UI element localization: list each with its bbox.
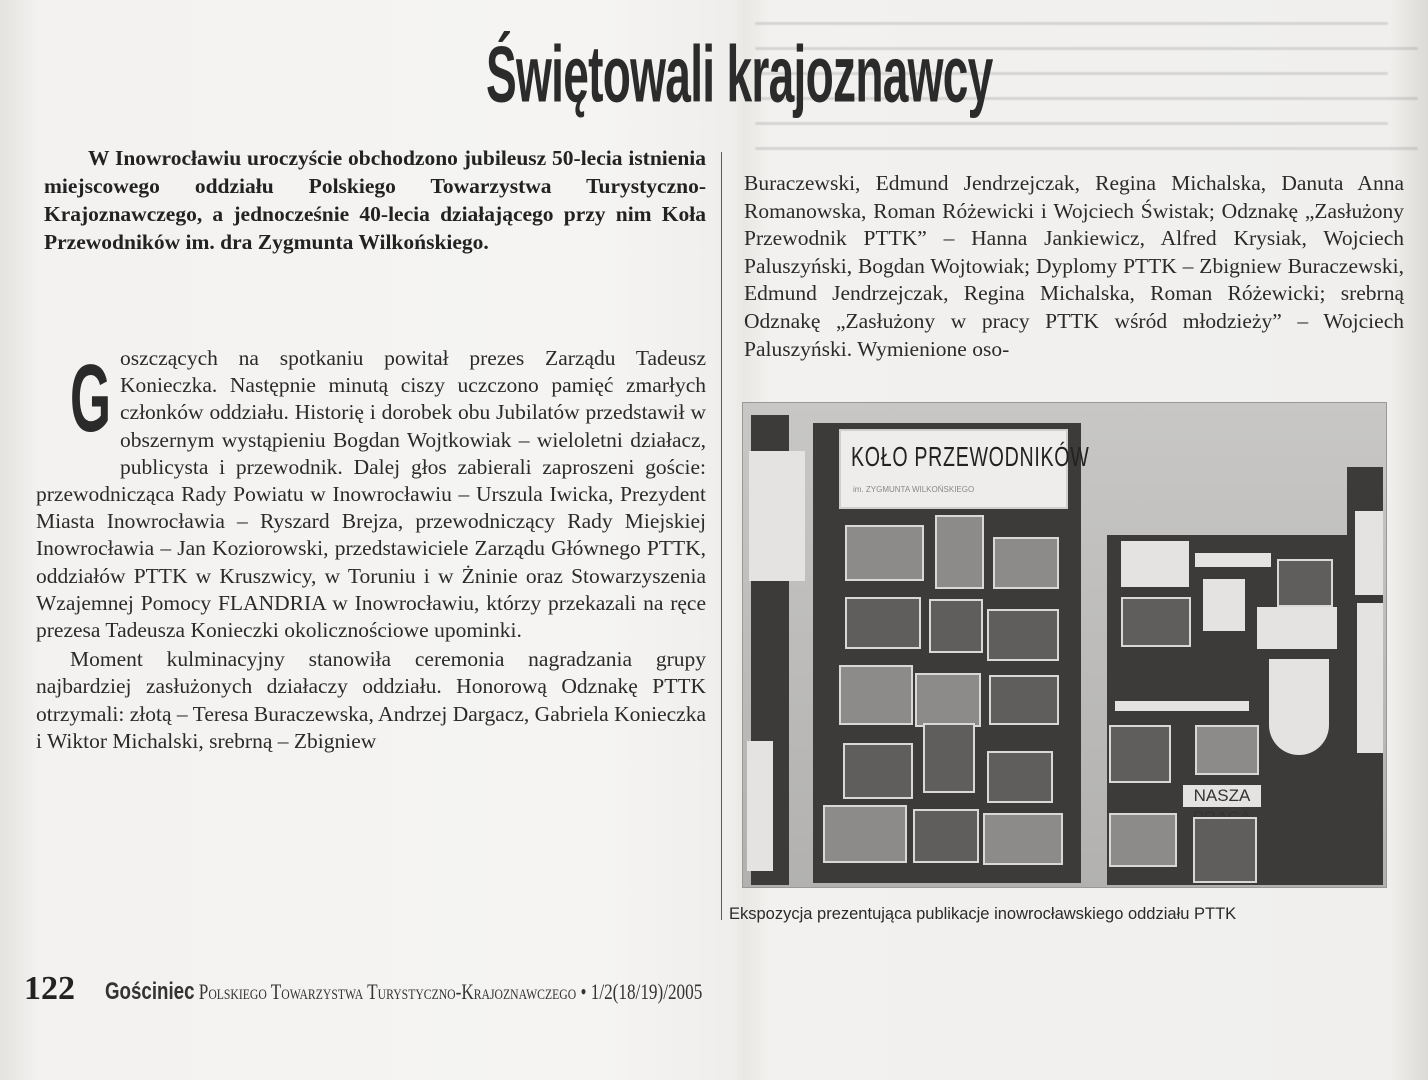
photo-print [845,525,924,581]
photo-pennant [1269,659,1329,755]
photo-sign-main: KOŁO PRZEWODNIKÓW im. ZYGMUNTA WILKOŃSKIEGO [839,429,1068,509]
exhibition-photo [742,402,1387,888]
photo-print [1109,813,1177,867]
photo-print [989,675,1059,725]
photo-sign-work: NASZA [1183,785,1261,807]
photo-label [1195,553,1271,567]
photo-print [913,809,979,863]
photo-certificate [1121,541,1189,587]
photo-print [823,805,907,863]
photo-print [915,673,981,727]
page-footer [24,970,871,1014]
body-paragraph-2-continued: Buraczewski, Edmund Jendrzejczak, Regina Michalska, Danuta Anna Romanowska, Roman Różewicki i Wojciech Świstak; Odznakę „Zasłużony Przewodnik PTTK” – Hanna Jankiewicz, Alfred Krysiak, Wojciech Paluszyński, Bogdan Wojtowiak; Dyplomy PTTK – Zbigniew Buraczewski, Edmund Jendrzejczak, Regina Michalska, Roman Różewicki; srebrną Odznakę „Zasłużony w pracy PTTK wśród młodzieży” – Wojciech Paluszyński. Wymienione oso- [744,171,1404,361]
photo-print [983,813,1063,865]
photo-certificate [1257,607,1337,649]
column-divider [721,152,722,920]
article-lead: W Inowrocławiu uroczyście obchodzono jubileusz 50-lecia istnienia miejscowego oddziału Polskiego Towarzystwa Turystyczno-Krajoznawczego, a jednocześnie 40-lecia działającego przy nim Koła Przewodników im. dra Zygmunta Wilkońskiego. [44,146,706,254]
photo-print [923,723,975,793]
magazine-title [105,978,702,1006]
photo-print [987,751,1053,803]
photo-print [987,609,1059,661]
photo-print [1109,725,1171,783]
photo-poster [747,741,773,871]
right-column [744,170,1404,363]
photo-print [929,599,983,653]
photo-print [1195,725,1259,775]
footer-separator: • [580,979,587,1004]
magazine-brand: Gościniec [105,978,195,1005]
photo-print [839,665,913,725]
photo-portrait [1355,511,1383,595]
photo-poster [1357,603,1383,753]
drop-cap: G [70,345,112,452]
photo-print [993,537,1059,589]
photo-certificate [1203,579,1245,631]
photo-print [1277,559,1333,607]
photo-print [1193,817,1257,883]
body-paragraph-1: oszczących na spotkaniu powitał prezes Zarządu Tadeusz Konieczka. Następnie minutą ciszy uczczono pamięć zmarłych członków oddziału. Historię i dorobek obu Jubilatów przedstawił w obszernym wystąpieniu Bogdan Wojtkowiak – wieloletni działacz, publicysta i przewodnik. Dalej głos zabierali zaproszeni goście: przewodnicząca Rady Powiatu w Inowrocławiu – Urszula Iwicka, Prezydent Miasta Inowrocławia – Ryszard Brejza, przewodniczący Rady Miejskiej Inowrocławia – Jan Koziorowski, przedstawiciele Zarządu Głównego PTTK, oddziałów PTTK w Kruszwicy, w Toruniu i w Żninie oraz Stowarzyszenia Wzajemnej Pomocy FLANDRIA w Inowrocławiu, którzy przekazali na ręce prezesa Tadeusza Konieczki okolicznościowe upominki. [36,346,706,643]
magazine-name: Polskiego Towarzystwa Turystyczno-Krajoznawczego [198,979,577,1004]
photo-poster [749,451,805,581]
photo-print [845,597,921,649]
article-title: Świętowali krajoznawcy [486,29,993,119]
page-number: 122 [24,970,75,1007]
photo-print [1121,597,1191,647]
photo-print [843,743,913,799]
photo-label [1115,701,1249,711]
body-paragraph-2: Moment kulminacyjny stanowiła ceremonia nagradzania grupy najbardziej zasłużonych działaczy oddziału. Honorową Odznakę PTTK otrzymali: złotą – Teresa Buraczewska, Andrzej Dargacz, Gabriela Konieczka i Wiktor Michalski, srebrną – Zbigniew [36,647,706,753]
left-column [36,345,706,755]
photo-caption: Ekspozycja prezentująca publikacje inowrocławskiego oddziału PTTK [729,905,1237,923]
issue-number: 1/2(18/19)/2005 [590,979,703,1004]
photo-print [935,515,984,589]
